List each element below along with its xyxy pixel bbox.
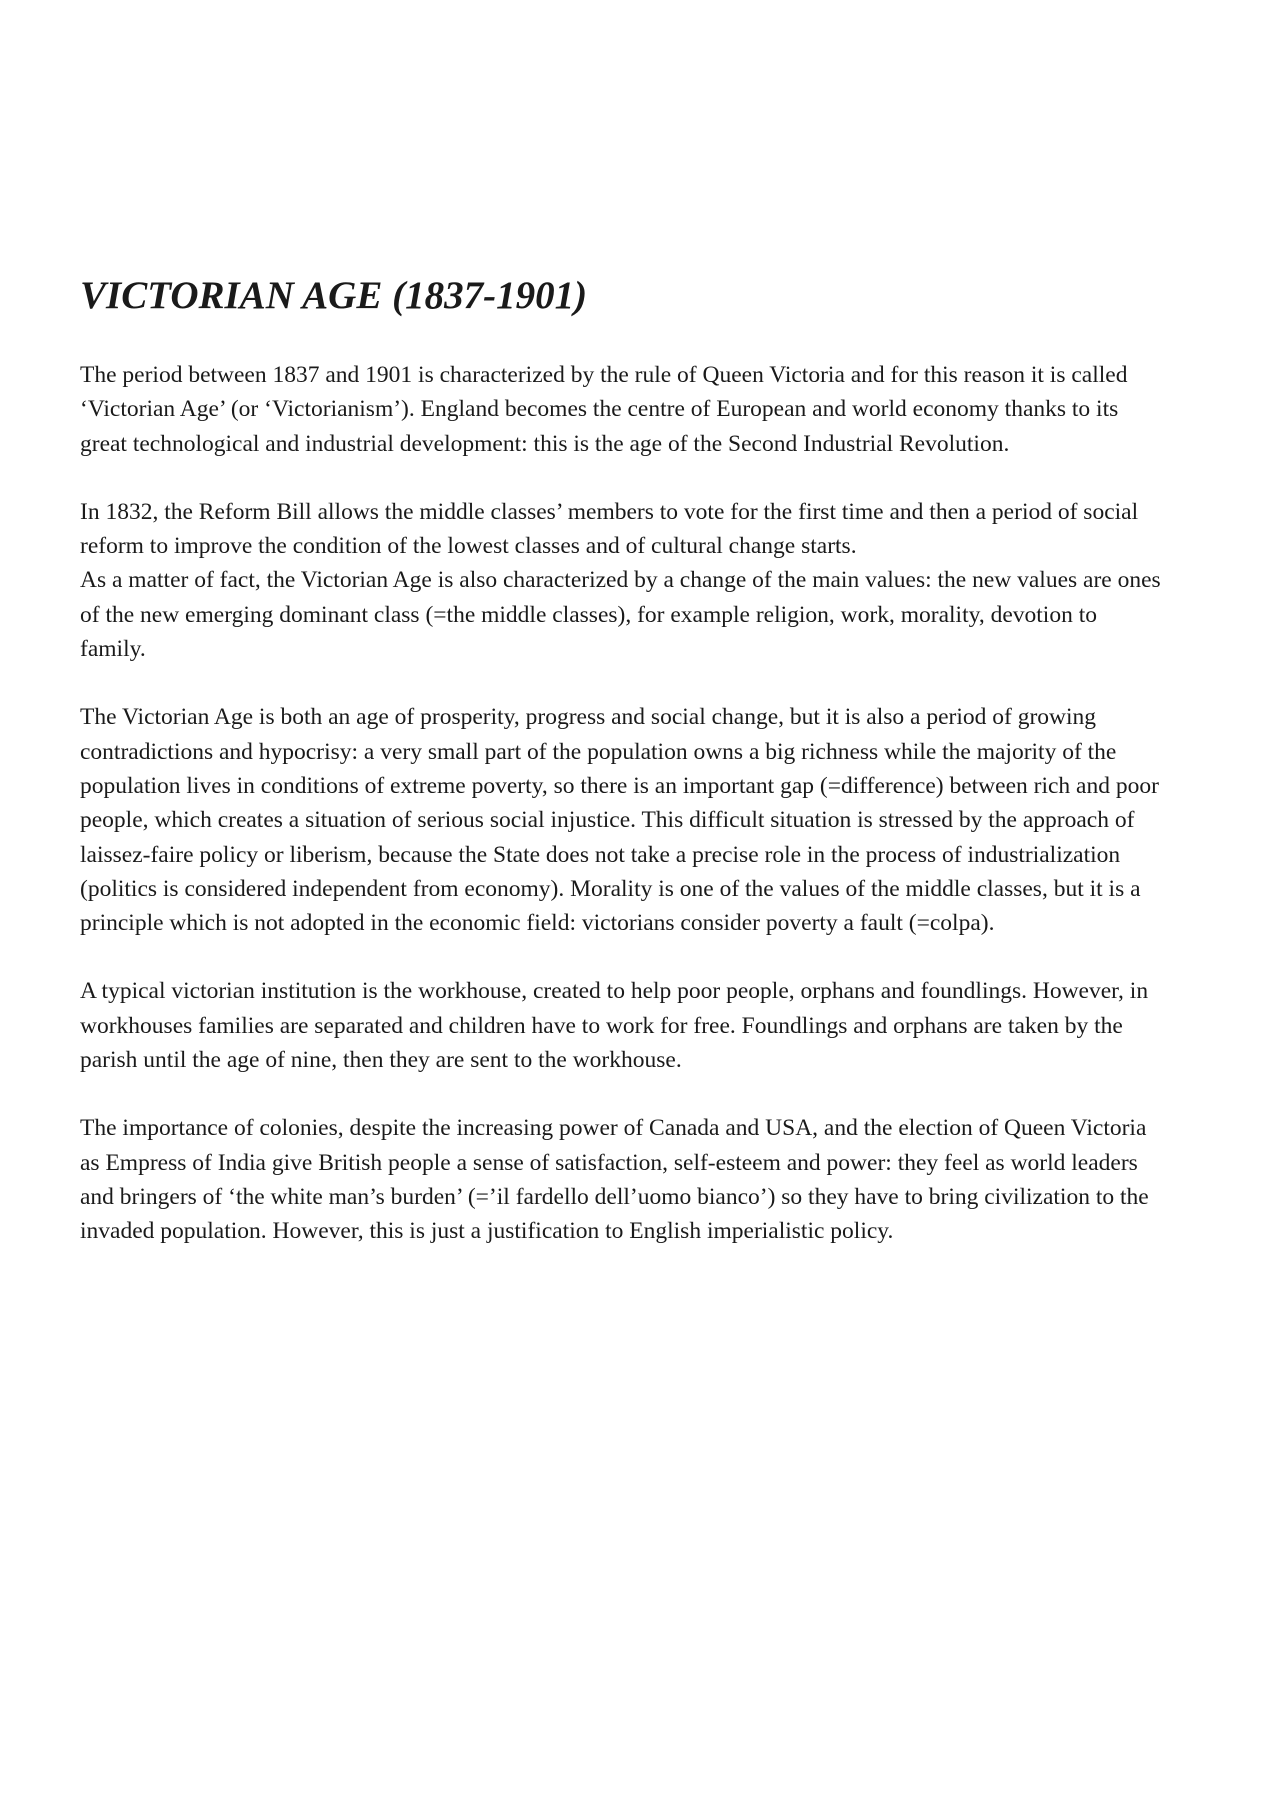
paragraph-workhouse: A typical victorian institution is the workhouse, created to help poor people, orphans and foundlings. However, in workhouses families are separated and children have to work for free. Foundlings and orphans are taken by the parish until the age of nine, then they are sent to the workhouse. — [80, 978, 1149, 1074]
page-title: VICTORIAN AGE (1837-1901) — [80, 274, 588, 317]
paragraph-reform-bill: In 1832, the Reform Bill allows the middle classes’ members to vote for the first time and then a period of social reform to improve the condition of the lowest classes and of cultural change starts. — [80, 498, 1139, 560]
paragraph-contradictions: The Victorian Age is both an age of prosperity, progress and social change, but it is also a period of growing contradictions and hypocrisy: a very small part of the population owns a big richness while the majority of the population lives in conditions of extreme poverty, so there is an important gap (=difference) between rich and poor people, which creates a situation of serious social injustice. This difficult situation is stressed by the approach of laissez-faire policy or liberism, because the State does not take a precise role in the process of industrialization (politics is considered independent from economy). Morality is one of the values of the middle classes, but it is a principle which is not adopted in the economic field: victorians consider poverty a fault (=colpa). — [80, 704, 1159, 937]
document-body — [80, 272, 1165, 1283]
paragraph-values: As a matter of fact, the Victorian Age is also characterized by a change of the main values: the new values are ones of the new emerging dominant class (=the middle classes), for example religion, work, morality, devotion to family. — [80, 567, 1161, 663]
paragraph-colonies: The importance of colonies, despite the increasing power of Canada and USA, and the election of Queen Victoria as Empress of India give British people a sense of satisfaction, self-esteem and power: they feel as world leaders and bringers of ‘the white man’s burden’ (=’il fardello dell’uomo bianco’) so they have to bring civilization to the invaded population. However, this is just a justification to English imperialistic policy. — [80, 1115, 1149, 1245]
paragraph-intro: The period between 1837 and 1901 is characterized by the rule of Queen Victoria and for this reason it is called ‘Victorian Age’ (or ‘Victorianism’). England becomes the centre of European and world economy thanks to its great technological and industrial development: this is the age of the Second Industrial Revolution. — [80, 362, 1128, 457]
